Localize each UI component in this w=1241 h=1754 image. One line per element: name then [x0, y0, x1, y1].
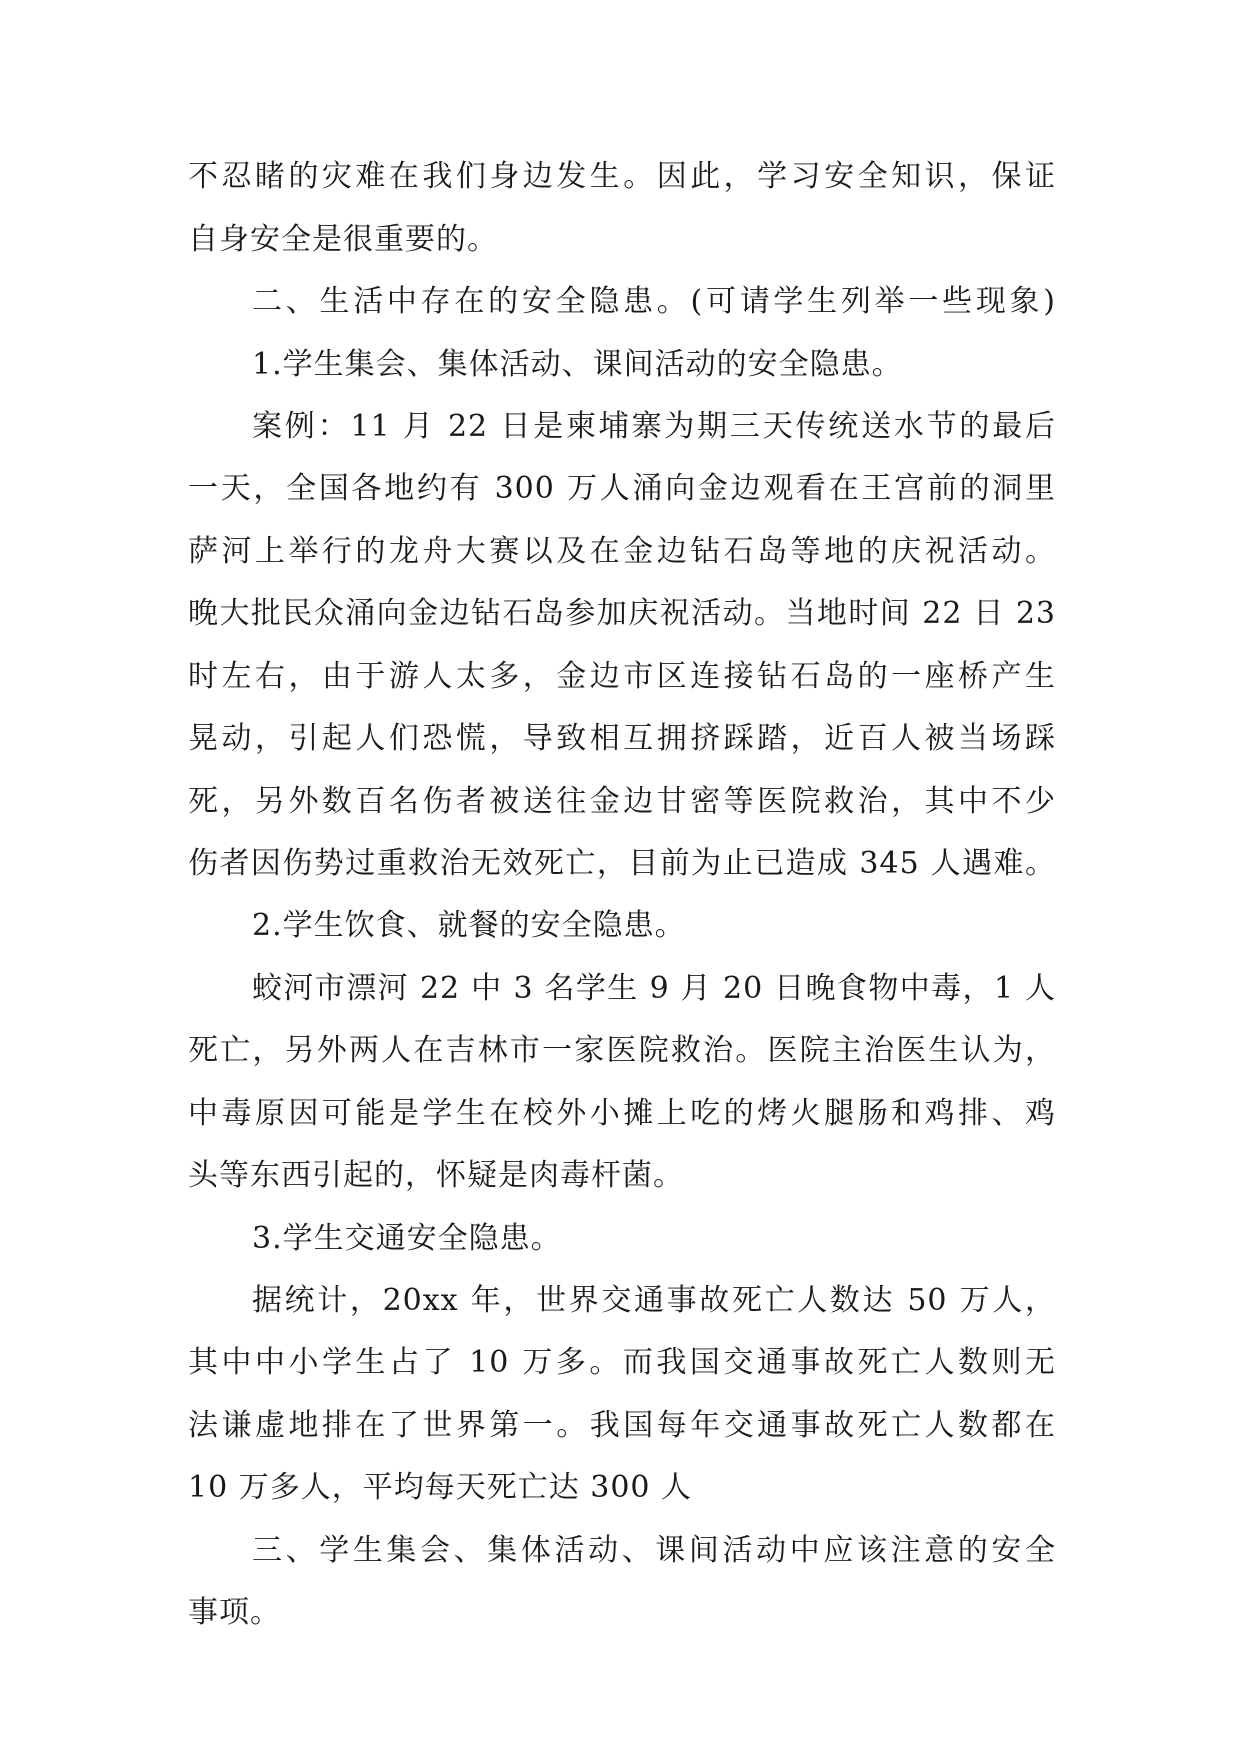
- subsection-heading: 2.学生饮食、就餐的安全隐患。: [252, 908, 686, 943]
- text-line: 中毒原因可能是学生在校外小摊上吃的烤火腿肠和鸡排、鸡: [188, 1096, 1056, 1131]
- subsection-heading: 1.学生集会、集体活动、课间活动的安全隐患。: [252, 347, 903, 382]
- text-line: 法谦虚地排在了世界第一。我国每年交通事故死亡人数都在: [188, 1408, 1056, 1443]
- text-line: 蛟河市漂河 22 中 3 名学生 9 月 20 日晚食物中毒，1 人: [252, 971, 1056, 1006]
- section-heading: 二、生活中存在的安全隐患。(可请学生列举一些现象): [252, 284, 1056, 319]
- text-line: 伤者因伤势过重救治无效死亡，目前为止已造成 345 人遇难。: [188, 846, 1056, 881]
- text-line: 晃动，引起人们恐慌，导致相互拥挤踩踏，近百人被当场踩: [188, 721, 1056, 756]
- text-line: 不忍睹的灾难在我们身边发生。因此，学习安全知识，保证: [188, 159, 1056, 194]
- section-heading: 三、学生集会、集体活动、课间活动中应该注意的安全: [252, 1533, 1056, 1568]
- text-line: 晚大批民众涌向金边钻石岛参加庆祝活动。当地时间 22 日 23: [188, 596, 1056, 631]
- text-line: 案例：11 月 22 日是柬埔寨为期三天传统送水节的最后: [252, 409, 1056, 444]
- text-line: 死，另外数百名伤者被送往金边甘密等医院救治，其中不少: [188, 784, 1056, 819]
- subsection-heading: 3.学生交通安全隐患。: [252, 1221, 562, 1256]
- text-line: 事项。: [188, 1595, 281, 1630]
- text-line: 10 万多人，平均每天死亡达 300 人: [188, 1470, 693, 1505]
- text-line: 一天，全国各地约有 300 万人涌向金边观看在王宫前的洞里: [188, 471, 1056, 506]
- text-line: 死亡，另外两人在吉林市一家医院救治。医院主治医生认为，: [188, 1033, 1056, 1068]
- text-line: 头等东西引起的，怀疑是肉毒杆菌。: [188, 1158, 684, 1193]
- text-line: 萨河上举行的龙舟大赛以及在金边钻石岛等地的庆祝活动。: [188, 534, 1056, 569]
- text-line: 自身安全是很重要的。: [188, 222, 498, 257]
- text-line: 时左右，由于游人太多，金边市区连接钻石岛的一座桥产生: [188, 659, 1056, 694]
- text-line: 据统计，20xx 年，世界交通事故死亡人数达 50 万人，: [252, 1283, 1056, 1318]
- text-line: 其中中小学生占了 10 万多。而我国交通事故死亡人数则无: [188, 1345, 1056, 1380]
